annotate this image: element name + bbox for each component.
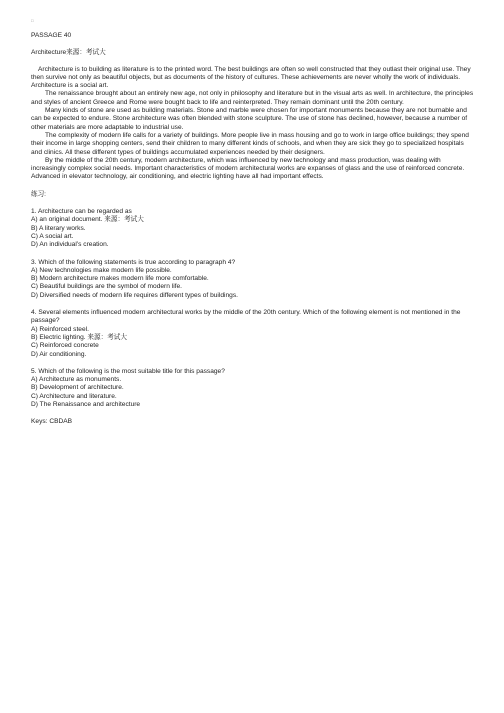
top-mark: □ [31, 18, 34, 23]
question-3 [31, 259, 476, 300]
option-d: D) An individual’s creation. [31, 241, 109, 249]
option-d: D) Diversified needs of modern life requires different types of buildings. [31, 291, 238, 299]
paragraph-1: Architecture is to building as literature is to the printed word. The best buildings are often so well constructed that they outlast their original use. They then survive not only as beautiful objects, but as documents of the history of cultures. These achievements are never wholly the work of individuals. Architecture is a social art. [31, 65, 471, 90]
option-a: A) New technologies make modern life possible. [31, 266, 172, 274]
paragraph-3: Many kinds of stone are used as building materials. Stone and marble were chosen for important monuments because they are not burnable and can be expected to endure. Stone architecture was often blended with stone sculpture. The use of stone has declined, however, because a number of other materials are more adaptable to industrial use. [31, 107, 468, 131]
option-c: C) A social art. [31, 232, 74, 240]
option-a: A) Reinforced steel. [31, 325, 89, 333]
paragraph-2: The renaissance brought about an entirely new age, not only in philosophy and literature but in the visual arts as well. In architecture, the principles and styles of ancient Greece and Rome were bought back to life and reinterpreted. They remain dominant until the 20th century. [31, 90, 474, 106]
option-c: C) Architecture and literature. [31, 392, 117, 400]
option-a: A) Architecture as monuments. [31, 376, 122, 384]
document-page [31, 18, 476, 427]
option-d: D) Air conditioning. [31, 350, 87, 358]
question-1 [31, 208, 476, 249]
question-stem: 4. Several elements influenced modern architectural works by the middle of the 20th century. Which of the following element is not mentioned in the passage? [31, 309, 461, 325]
option-c: C) Reinforced concrete [31, 342, 99, 350]
paragraph-5: By the middle of the 20th century, modern architecture, which was influenced by new technology and mass production, was dealing with increasingly complex social needs. Important characteristics of modern architectural works are expanses of glass and the use of reinforced concrete. Advanced in elevator technology, air conditioning, and electric lighting have all had important effects. [31, 156, 465, 181]
question-4 [31, 309, 476, 359]
question-stem: 5. Which of the following is the most suitable title for this passage? [31, 367, 225, 375]
article-title: Architecture来源：考试大 [31, 49, 106, 57]
answer-keys: Keys: CBDAB [31, 418, 73, 426]
passage-body [31, 66, 476, 182]
question-stem: 1. Architecture can be regarded as [31, 208, 132, 216]
option-b: B) Electric lighting. 来源：考试大 [31, 333, 127, 341]
question-stem: 3. Which of the following statements is true according to paragraph 4? [31, 258, 236, 266]
exercise-label: 练习: [31, 190, 47, 198]
passage-title: PASSAGE 40 [31, 32, 72, 39]
option-b: B) Development of architecture. [31, 384, 124, 392]
option-a: A) an original document. 来源：考试大 [31, 216, 144, 224]
question-5 [31, 368, 476, 409]
option-b: B) Modern architecture makes modern life more comfortable. [31, 275, 209, 283]
option-d: D) The Renaissance and architecture [31, 400, 141, 408]
option-b: B) A literary works. [31, 224, 86, 232]
option-c: C) Beautiful buildings are the symbol of modern life. [31, 283, 182, 291]
paragraph-4: The complexity of modern life calls for a variety of buildings. More people live in mass housing and go to work in large office buildings; they spend their income in large shopping centers, send their children to many different kinds of schools, and when they are sick they go to specialized hospitals and clinics. All these different types of buildings accumulated experiences needed by their designers. [31, 131, 469, 156]
